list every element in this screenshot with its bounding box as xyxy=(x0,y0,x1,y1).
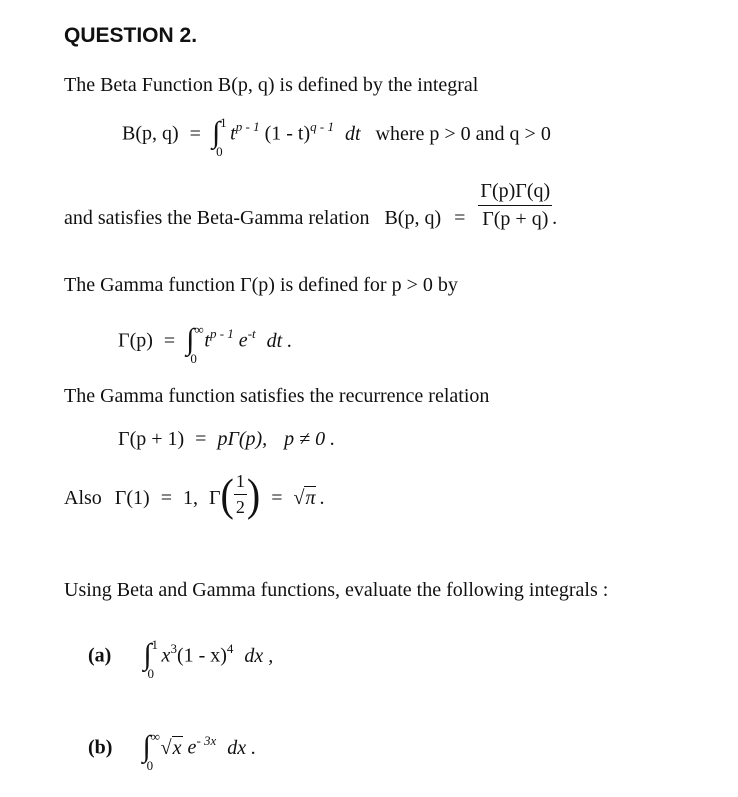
integral-limits: ∞ 0 xyxy=(190,322,204,366)
exponent-3: 3 xyxy=(170,640,177,656)
equals-sign: = xyxy=(454,207,466,230)
part-a-label: (a) xyxy=(88,644,112,667)
integrand-t: t xyxy=(230,122,236,145)
beta-integral-equation xyxy=(122,115,551,159)
part-a xyxy=(88,637,274,681)
recurrence-rhs: pΓ(p), xyxy=(217,428,268,450)
integral-sign-icon: ∫ xyxy=(142,730,151,763)
gamma-of-one: Γ(1) xyxy=(114,487,150,510)
question-title: QUESTION 2. xyxy=(64,24,198,47)
part-b-label: (b) xyxy=(88,736,113,759)
differential-dx: dx . xyxy=(227,736,257,759)
period: . xyxy=(552,207,558,230)
exponent-4: 4 xyxy=(226,640,234,656)
also-label: Also xyxy=(64,487,102,510)
equals-sign: = xyxy=(160,487,172,510)
integral-sign-icon: ∫ xyxy=(143,638,152,671)
differential-dx: dx , xyxy=(244,644,274,667)
differential-dt: dt xyxy=(344,122,361,145)
equals-sign: = xyxy=(195,428,207,450)
integral-sign-icon: ∫ xyxy=(211,116,221,149)
integral-sign-icon: ∫ xyxy=(186,323,195,356)
one-minus-x: (1 - x) xyxy=(176,644,227,667)
beta-definition-text: The Beta Function B(p, q) is defined by the integral xyxy=(64,74,479,96)
exponent-minus-t: -t xyxy=(247,325,256,341)
integral-limits: 1 0 xyxy=(216,115,227,159)
right-paren: ) xyxy=(246,468,261,521)
exponential-e: e xyxy=(238,329,248,352)
sqrt-pi: √π xyxy=(293,487,316,510)
integral-limits: ∞ 0 xyxy=(146,729,160,773)
sqrt-icon: √ xyxy=(293,487,305,510)
integrand-t: t xyxy=(204,329,210,352)
period: . xyxy=(319,487,325,510)
integrand-x: x xyxy=(161,644,171,667)
left-paren: ( xyxy=(220,468,234,521)
exponent-q-minus-1: q - 1 xyxy=(310,118,334,134)
exponent-p-minus-1: p - 1 xyxy=(209,325,234,341)
part-b xyxy=(88,729,257,773)
fraction-denominator: Γ(p + q) xyxy=(478,205,552,231)
gamma-values-equation xyxy=(64,468,325,521)
task-instruction: Using Beta and Gamma functions, evaluate the following integrals : xyxy=(64,579,609,601)
equals-sign: = xyxy=(271,487,283,510)
bg-lhs: B(p, q) xyxy=(384,207,442,230)
half-fraction: $\frac{1}{2}$ xyxy=(235,471,245,517)
exponent-p-minus-1: p - 1 xyxy=(235,118,260,134)
fraction-numerator: Γ(p)Γ(q) xyxy=(480,180,551,202)
differential-dt: dt . xyxy=(266,329,293,352)
gamma-symbol: Γ xyxy=(208,487,221,510)
one-minus-t: (1 - t) xyxy=(264,122,311,145)
recurrence-equation xyxy=(118,428,335,451)
exponent-minus-3x: - 3x xyxy=(196,732,217,748)
gamma-ratio-fraction xyxy=(478,180,552,231)
recurrence-condition: p ≠ 0 . xyxy=(284,428,336,450)
integral-limits: 1 0 xyxy=(147,637,159,681)
satisfies-text: and satisfies the Beta-Gamma relation xyxy=(64,207,370,230)
beta-lhs: B(p, q) xyxy=(122,122,179,145)
gamma-definition-text: The Gamma function Γ(p) is defined for p > 0 by xyxy=(64,274,458,296)
recurrence-text: The Gamma function satisfies the recurrence relation xyxy=(64,385,490,407)
gamma-lhs: Γ(p) xyxy=(118,329,153,352)
equals-sign: = xyxy=(189,122,201,145)
gamma-integral-equation xyxy=(118,322,293,366)
sqrt-icon: √ xyxy=(160,736,172,759)
sqrt-x: √x xyxy=(160,736,182,759)
value-one: 1, xyxy=(182,487,198,510)
exponential-e: e xyxy=(187,736,197,759)
recurrence-lhs: Γ(p + 1) xyxy=(118,428,185,450)
where-condition: where p > 0 and q > 0 xyxy=(375,122,551,145)
equals-sign: = xyxy=(163,329,176,352)
beta-gamma-relation xyxy=(64,180,558,241)
